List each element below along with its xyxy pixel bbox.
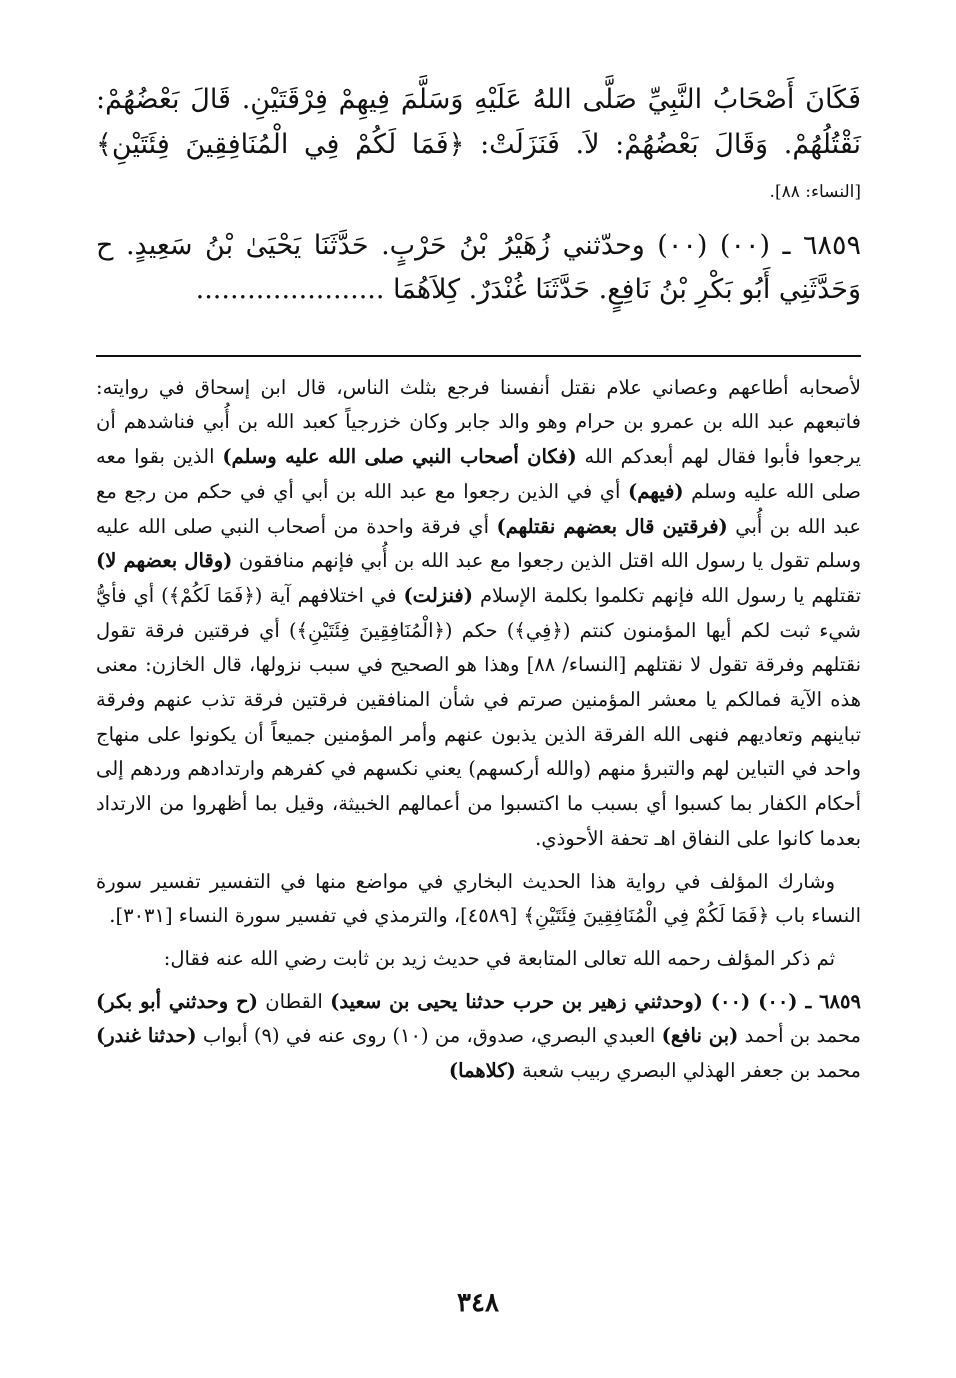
commentary — [96, 371, 861, 1089]
text-segment: (فرقتين قال بعضهم نقتلهم) — [496, 514, 728, 538]
text-segment: (ح وحدثني أبو بكر) — [96, 989, 258, 1013]
text-segment: (فكان أصحاب النبي صلى الله عليه وسلم) — [222, 445, 577, 469]
hadith-paragraph-1 — [96, 78, 861, 212]
commentary-paragraph-1 — [96, 371, 861, 857]
page-number: ٣٤٨ — [457, 1288, 499, 1318]
hadith-paragraph-2: ٦٨٥٩ ـ (٠٠) (٠٠) وحدّثني زُهَيْرُ بْنُ حَرْبٍ. حَدَّثَنَا يَحْيَىٰ بْنُ سَعِيدٍ. ح وَحَدَّثَنِي أَبُو بَكْرِ بْنُ نَافِعٍ. حَدَّثَنَا غُنْدَرٌ. كِلاَهُمَا ...................... — [96, 229, 862, 306]
text-segment: الذين بقوا معه صلى الله عليه وسلم — [96, 445, 861, 503]
commentary-paragraph-3: ثم ذكر المؤلف رحمه الله تعالى المتابعة في حديث زيد بن ثابت رضي الله عنه فقال: — [163, 946, 835, 970]
text-segment: (بن نافع) — [661, 1024, 739, 1048]
commentary-paragraph-2: وشارك المؤلف في رواية هذا الحديث البخاري في مواضع منها في التفسير تفسير سورة النساء باب ﴿فَمَا لَكُمْ فِي الْمُنَافِقِينَ فِئَتَيْنِ﴾ [٤٥٨٩]، والترمذي في تفسير سورة النساء [٣٠٣١]. — [96, 869, 861, 928]
text-segment: (كلاهما) — [448, 1059, 516, 1083]
text-segment: محمد بن جعفر الهذلي البصري ربيب شعبة — [515, 1059, 861, 1083]
text-segment: (فيهم) — [628, 479, 684, 503]
page-content — [96, 78, 861, 1089]
text-segment: (وقال بعضهم لا) — [96, 549, 233, 573]
hadith-paragraph-1-text: فَكَانَ أَصْحَابُ النَّبِيِّ صَلَّى اللهُ عَلَيْهِ وَسَلَّمَ فِيهِمْ فِرْقَتَيْنِ. قَالَ بَعْضُهُمْ: نَقْتُلُهُمْ. وَقَالَ بَعْضُهُمْ: لاَ. فَنَزَلَتْ: ﴿فَمَا لَكُمْ فِي الْمُنَافِقِينَ فِئَتَيْنِ﴾ — [96, 84, 861, 160]
text-segment: (وحدثني زهير بن حرب حدثنا يحيى بن سعيد) — [330, 989, 703, 1013]
footnote-separator — [96, 355, 861, 357]
text-segment: محمد بن أحمد — [738, 1024, 861, 1048]
text-segment: أي في الذين رجعوا مع عبد الله بن أبي أي في حكم من رجع مع عبد الله بن أُبي — [96, 479, 861, 538]
text-segment: تقتلهم يا رسول الله فإنهم تكلموا بكلمة الإسلام — [472, 583, 862, 607]
quran-reference: [النساء: ٨٨]. — [769, 182, 861, 203]
commentary-paragraph-4 — [96, 985, 861, 1089]
text-segment: (فنزلت) — [403, 583, 473, 607]
text-segment: القطان — [257, 989, 331, 1013]
hadith-text — [96, 78, 861, 313]
text-segment: ٦٨٥٩ ـ (٠٠) (٠٠) — [702, 989, 861, 1013]
text-segment: العبدي البصري، صدوق، من (١٠) روى عنه في (٩) أبواب — [196, 1024, 662, 1048]
text-segment: (حدثنا غندر) — [96, 1024, 197, 1048]
text-segment: في اختلافهم آية (﴿فَمَا لَكُمْ﴾) أي فأيُّ شيء ثبت لكم أيها المؤمنون كنتم (﴿فِي﴾) حكم (﴿الْمُنَافِقِينَ فِئَتَيْنِ﴾) أي فرقتين فرقة تقول نقتلهم وفرقة تقول لا نقتلهم [النساء/ ٨٨] وهذا هو الصحيح في سبب نزولها، قال الخازن: معنى هذه الآية فمالكم يا معشر المؤمنين صرتم في شأن المنافقين فرقتين فرقة تذب عنهم وفرقة تباينهم وتعاديهم فنهى الله الفرقة الذين يذبون عنهم وأمر المؤمنين جميعاً أن يكونوا على منهاج واحد في التباين لهم والتبرؤ منهم (والله أركسهم) يعني نكسهم في كفرهم وارتدادهم وردهم إلى أحكام الكفار بما كسبوا أي بسبب ما اكتسبوا من أعمالهم الخبيثة، وقيل بما أظهروا من الارتداد بعدما كانوا على النفاق اهـ تحفة الأحوذي. — [96, 583, 861, 850]
text-segment: أي فرقة واحدة من أصحاب النبي صلى الله عليه وسلم تقول يا رسول الله اقتل الذين رجعوا مع عبد الله بن أُبي فإنهم منافقون — [96, 514, 861, 573]
text-segment: لأصحابه أطاعهم وعصاني علام نقتل أنفسنا فرجع بثلث الناس، قال ابن إسحاق في روايته: فاتبعهم عبد الله بن عمرو بن حرام وهو والد جابر وكان خزرجياً كعبد الله بن أُبي فناشدهم أن يرجعوا فأبوا فقال لهم أبعدكم الله — [96, 375, 862, 469]
